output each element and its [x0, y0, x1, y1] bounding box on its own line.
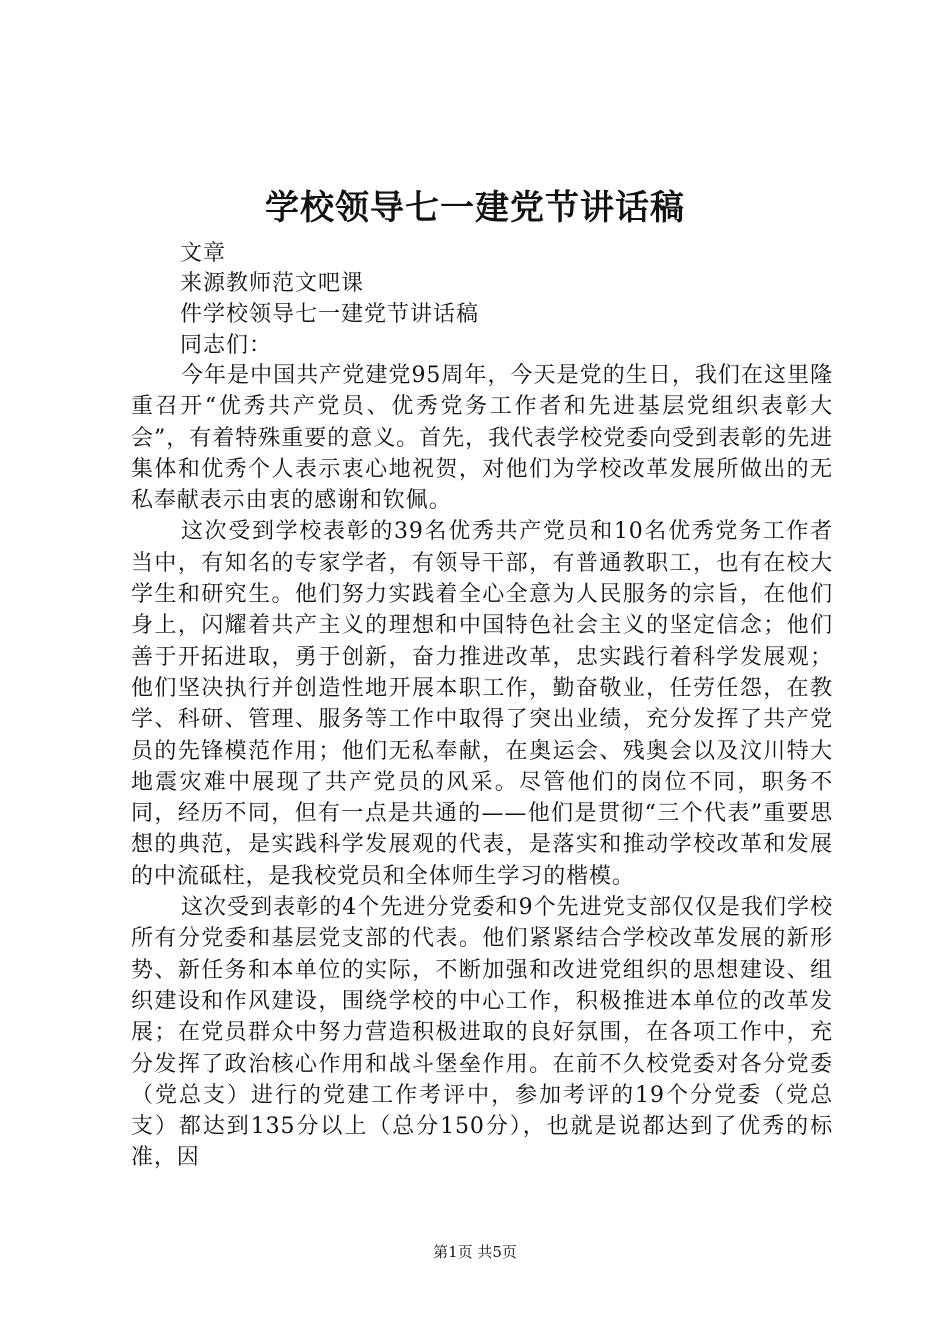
- meta-line-source: 来源教师范文吧课: [180, 271, 365, 296]
- page-footer: 第1页 共5页: [433, 1243, 517, 1261]
- paragraph-1: 今年是中国共产党建党95周年，今天是党的生日，我们在这里隆重召开“优秀共产党员、优秀党务工作者和先进基层党组织表彰大会”，有着特殊重要的意义。首先，我代表学校党委向受到表彰的先进集体和优秀个人表示衷心地祝贺，对他们为学校改革发展所做出的无私奉献表示由衷的感谢和钦佩。: [131, 363, 833, 514]
- paragraph-3: 这次受到表彰的4个先进分党委和9个先进党支部仅仅是我们学校所有分党委和基层党支部的代表。他们紧紧结合学校改革发展的新形势、新任务和本单位的实际，不断加强和改进党组织的思想建设、组织建设和作风建设，围绕学校的中心工作，积极推进本单位的改革发展；在党员群众中努力营造积极进取的良好氛围，在各项工作中，充分发挥了政治核心作用和战斗堡垒作用。在前不久校党委对各分党委（党总支）进行的党建工作考评中，参加考评的19个分党委（党总支）都达到135分以上（总分150分），也就是说都达到了优秀的标准，因: [131, 895, 833, 1171]
- document-body: [131, 360, 833, 1174]
- document-title: 学校领导七一建党节讲话稿: [265, 188, 685, 228]
- paragraph-2: 这次受到学校表彰的39名优秀共产党员和10名优秀党务工作者当中，有知名的专家学者，有领导干部，有普通教职工，也有在校大学生和研究生。他们努力实践着全心全意为人民服务的宗旨，在他们身上，闪耀着共产主义的理想和中国特色社会主义的坚定信念；他们善于开拓进取，勇于创新，奋力推进改革，忠实践行着科学发展观；他们坚决执行并创造性地开展本职工作，勤奋敬业，任劳任怨，在教学、科研、管理、服务等工作中取得了突出业绩，充分发挥了共产党员的先锋模范作用；他们无私奉献，在奥运会、残奥会以及汶川特大地震灾难中展现了共产党员的风采。尽管他们的岗位不同，职务不同，经历不同，但有一点是共通的——他们是贯彻“三个代表”重要思想的典范，是实践科学发展观的代表，是落实和推动学校改革和发展的中流砥柱，是我校党员和全体师生学习的楷模。: [131, 519, 833, 889]
- meta-line-subject: 件学校领导七一建党节讲话稿: [180, 302, 480, 327]
- salutation: 同志们：: [180, 333, 273, 358]
- meta-line-article: 文章: [180, 241, 227, 266]
